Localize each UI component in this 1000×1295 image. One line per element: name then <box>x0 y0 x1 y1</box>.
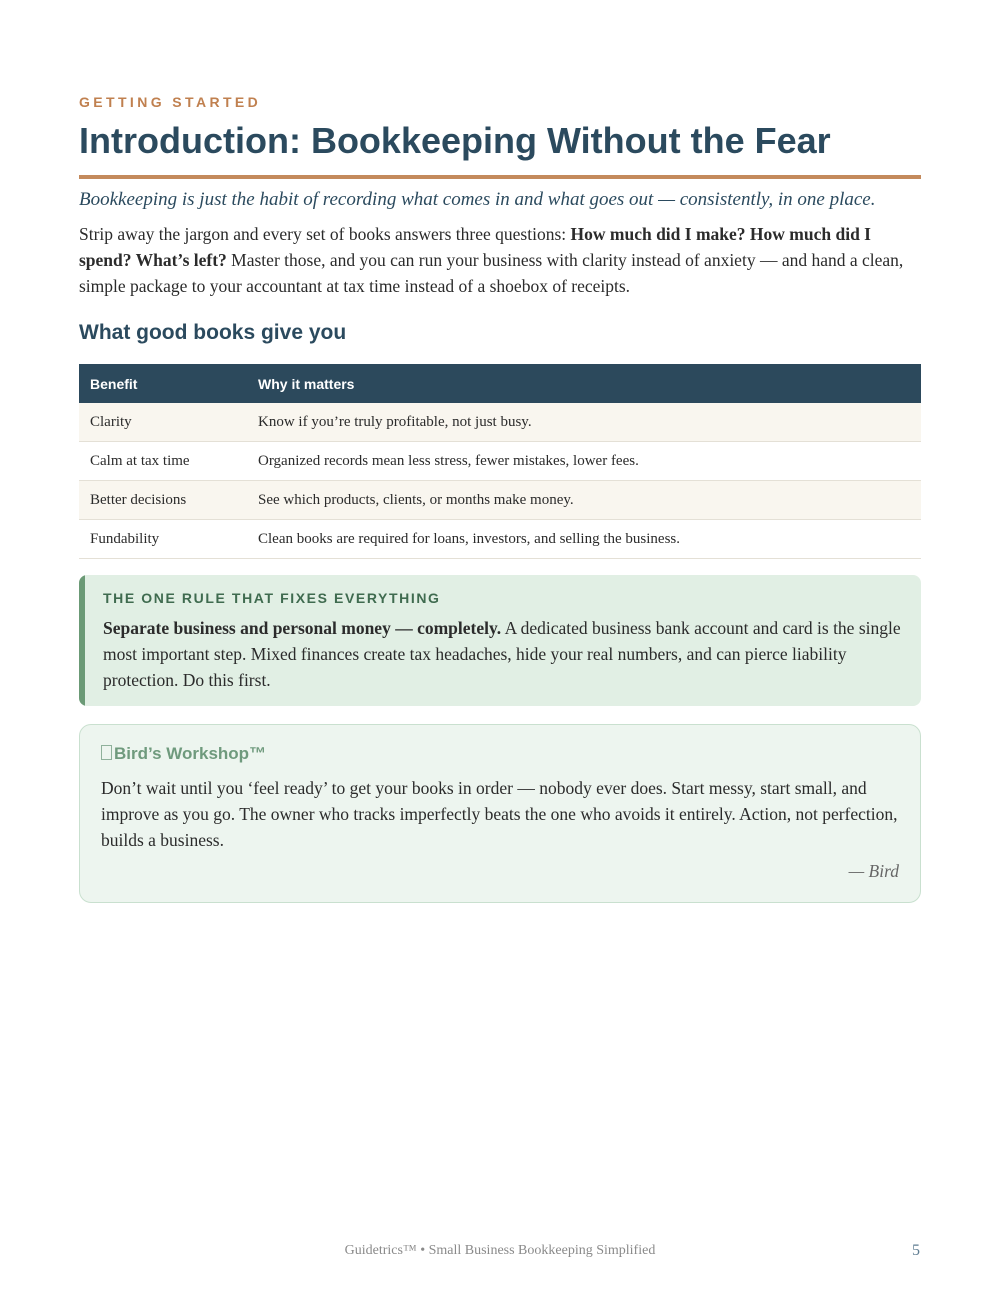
benefits-heading: What good books give you <box>79 321 347 344</box>
page-footer: Guidetrics™ • Small Business Bookkeeping Simplified <box>344 1243 656 1258</box>
intro-text-end: Master those, and you can run your business with clarity instead of anxiety — and hand a clean, simple package to your accountant at tax time instead of a shoebox of receipts. <box>79 250 904 296</box>
benefit-cell: Calm at tax time <box>79 442 247 481</box>
workshop-signature: — Bird <box>848 861 899 881</box>
table-row <box>79 520 921 559</box>
benefits-table <box>79 364 921 559</box>
intro-paragraph <box>79 221 921 299</box>
workshop-text: Don’t wait until you ‘feel ready’ to get your books in order — nobody ever does. Start messy, start small, and improve as you go. The owner who tracks imperfectly beats the one who avoids it entirely. Action, not perfection, builds a business. <box>101 778 898 850</box>
benefit-cell: Fundability <box>79 520 247 559</box>
callout-title: THE ONE RULE THAT FIXES EVERYTHING <box>103 590 441 606</box>
column-header-benefit: Benefit <box>79 364 247 403</box>
table-row <box>79 481 921 520</box>
intro-questions: How much did I make? How much did I spend? What’s left? <box>79 224 871 270</box>
page-title: Introduction: Bookkeeping Without the Fear <box>79 120 831 161</box>
benefit-cell: Better decisions <box>79 481 247 520</box>
lead-sentence: Bookkeeping is just the habit of recording what comes in and what goes out — consistently, in one place. <box>79 189 876 210</box>
missing-glyph-icon <box>101 745 112 760</box>
key-rule-callout <box>79 575 921 706</box>
callout-body: A dedicated business bank account and card is the single most important step. Mixed finances create tax headaches, hide your real numbers, and can pierce liability protection. Do this first. <box>103 618 901 690</box>
title-divider <box>79 175 921 179</box>
intro-text-start: Strip away the jargon and every set of books answers three questions: <box>79 224 571 244</box>
column-header-why: Why it matters <box>247 364 921 403</box>
table-header-row <box>79 364 921 403</box>
workshop-title: Bird’s Workshop™ <box>114 744 267 763</box>
section-eyebrow: GETTING STARTED <box>79 94 262 110</box>
table-row <box>79 403 921 442</box>
why-cell: Know if you’re truly profitable, not just busy. <box>247 403 921 442</box>
callout-text <box>103 615 903 693</box>
callout-bold-rule: Separate business and personal money — completely. <box>103 618 502 638</box>
workshop-heading <box>101 744 266 764</box>
why-cell: Organized records mean less stress, fewer mistakes, lower fees. <box>247 442 921 481</box>
callout-accent-bar <box>79 575 85 706</box>
benefit-cell: Clarity <box>79 403 247 442</box>
why-cell: See which products, clients, or months make money. <box>247 481 921 520</box>
why-cell: Clean books are required for loans, investors, and selling the business. <box>247 520 921 559</box>
table-row <box>79 442 921 481</box>
workshop-callout <box>79 724 921 903</box>
page-number: 5 <box>912 1242 920 1259</box>
